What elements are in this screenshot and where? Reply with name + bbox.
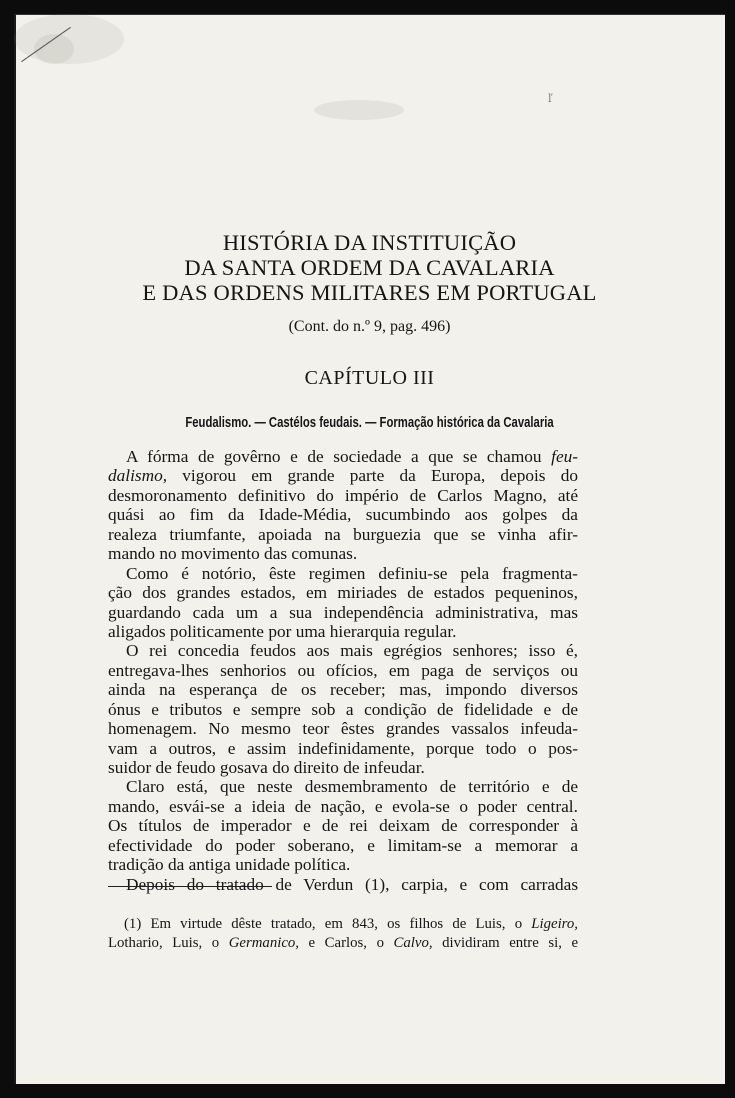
chapter-subheading: Feudalismo. — Castélos feudais. — Formação histórica da Cavalaria — [185, 415, 554, 431]
footnote-line: (1) Em virtude dêste tratado, em 843, os filhos de Luis, o Ligeiro, — [124, 916, 578, 932]
text-line: ainda na esperança de os receber; mas, impondo diversos — [108, 680, 578, 700]
title-line-1: HISTÓRIA DA INSTITUIÇÃO — [222, 230, 517, 255]
text-line: guardando cada um a sua independência administrativa, mas — [108, 602, 578, 622]
text-line: vam a outros, e assim indefinidamente, porque todo o pos- — [108, 738, 578, 758]
text-line: suidor de feudo gosava do direito de infeudar. — [108, 758, 425, 777]
text-line: mando no movimento das comunas. — [108, 544, 358, 564]
text-line: tradição da antiga unidade política. — [108, 855, 351, 875]
text-line: dalismo, vigorou em grande parte da Europa, depois do — [108, 466, 578, 486]
continuation-note: (Cont. do n.º 9, pag. 496) — [288, 318, 451, 335]
footnote-rule — [108, 886, 272, 887]
text-line: Os títulos de imperador e de rei deixam de corresponder à — [108, 816, 579, 836]
text-line: A fórma de govêrno e de sociedade a que se chamou feu- — [126, 447, 579, 466]
text-line: efectividade do poder soberano, e limitam-se a memorar a — [108, 835, 578, 855]
text-line: ção dos grandes estados, em miriades de estados pequeninos, — [108, 583, 578, 603]
footnote-line: Lothario, Luis, o Germanico, e Carlos, o Calvo, dividiram entre si, e — [108, 935, 579, 951]
text-line: Como é notório, êste regimen definiu-se pela fragmenta- — [126, 563, 578, 583]
margin-mark: ľ — [548, 92, 552, 105]
text-line: realeza triumfante, apoiada na burguezia que se vinha afir- — [108, 524, 579, 544]
text-line: O rei concedia feudos aos mais egrégios senhores; isso é, — [126, 641, 578, 661]
chapter-heading: CAPÍTULO III — [304, 367, 435, 389]
scan-smudge — [314, 100, 404, 120]
document-page — [14, 14, 725, 1084]
text-line: aligados politicamente por uma hierarquia regular. — [108, 621, 457, 641]
title-line-3: E DAS ORDENS MILITARES EM PORTUGAL — [142, 280, 597, 305]
footnotes — [108, 915, 578, 953]
text-line: ónus e tributos e sempre sob a condição de fidelidade e de — [108, 699, 579, 719]
text-line: quási ao fim da Idade-Média, sucumbindo aos golpes da — [108, 505, 578, 525]
title-line-2: DA SANTA ORDEM DA CAVALARIA — [184, 255, 555, 280]
text-line: Depois do tratado de Verdun (1), carpia, e com carradas — [126, 874, 579, 894]
text-line: homenagem. No mesmo teor êstes grandes vassalos infeuda- — [108, 719, 578, 739]
text-line: mando, esvái-se a ideia de nação, e evola-se o poder central. — [108, 796, 578, 816]
text-line: desmoronamento definitivo do império de Carlos Magno, até — [108, 485, 579, 505]
text-line: entregava-lhes senhorios ou ofícios, em paga de serviços ou — [108, 660, 579, 680]
body-text — [108, 447, 578, 894]
text-line: Claro está, que neste desmembramento de território e de — [126, 777, 579, 797]
